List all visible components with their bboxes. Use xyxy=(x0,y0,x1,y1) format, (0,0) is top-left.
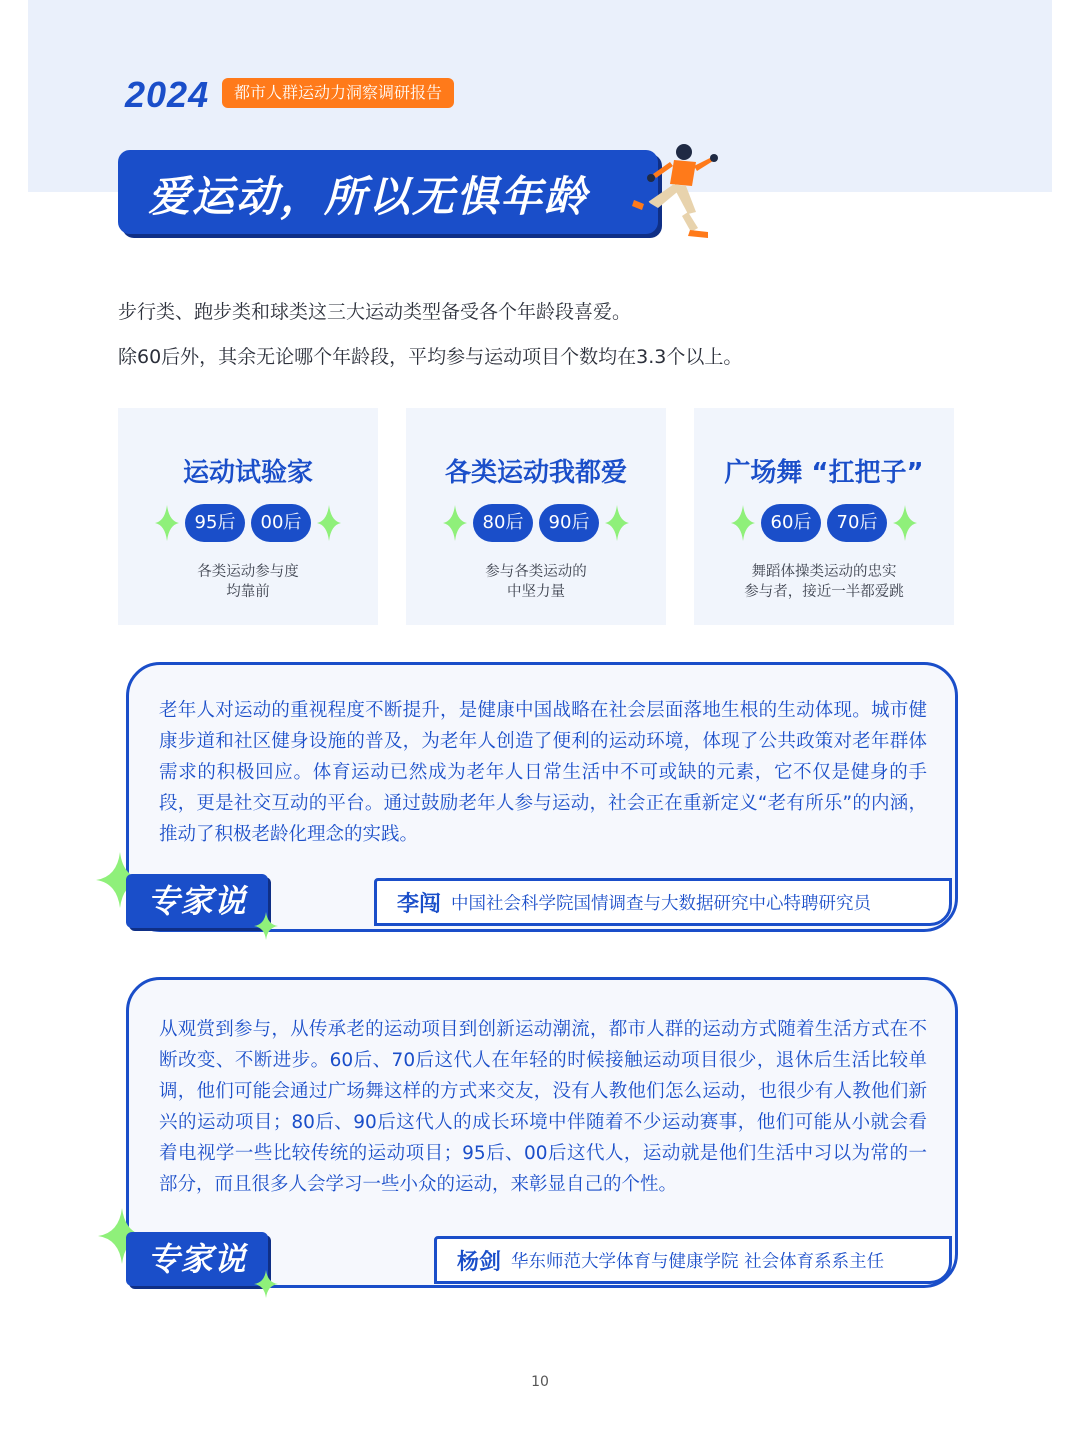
age-card-2 xyxy=(406,408,666,625)
description-line: 参与各类运动的 xyxy=(485,564,587,580)
expert-name: 杨剑 xyxy=(457,1249,502,1275)
intro-line-2: 除60后外，其余无论哪个年龄段，平均参与运动项目个数均在3.3个以上。 xyxy=(118,346,743,368)
sparkle-icon xyxy=(893,505,917,541)
description-line: 均靠前 xyxy=(226,584,270,600)
expert-byline-1 xyxy=(374,878,952,926)
expert-byline-2 xyxy=(434,1236,952,1284)
expert-says-badge: 专家说 xyxy=(126,1232,268,1286)
sparkle-icon xyxy=(443,505,467,541)
expert-quote-text: 老年人对运动的重视程度不断提升，是健康中国战略在社会层面落地生根的生动体现。城市健康步道和社区健身设施的普及，为老年人创造了便利的运动环境，体现了公共政策对老年群体需求的积极回应。体育运动已然成为老年人日常生活中不可或缺的元素，它不仅是健身的手段，更是社交互动的平台。通过鼓励老年人参与运动，社会正在重新定义“老有所乐”的内涵，推动了积极老龄化理念的实践。 xyxy=(159,700,927,845)
expert-affiliation: 中国社会科学院国情调查与大数据研究中心特聘研究员 xyxy=(451,893,872,914)
age-tag-row xyxy=(118,503,378,543)
age-tag: 80后 xyxy=(473,504,533,542)
age-card-description xyxy=(118,562,378,602)
description-line: 舞蹈体操类运动的忠实 xyxy=(751,564,897,580)
expert-quote-text: 从观赏到参与，从传承老的运动项目到创新运动潮流，都市人群的运动方式随着生活方式在不断改变、不断进步。60后、70后这代人在年轻的时候接触运动项目很少，退休后生活比较单调，他们可能会通过广场舞这样的方式来交友，没有人教他们怎么运动，也很少有人教他们新兴的运动项目；80后、90后这代人的成长环境中伴随着不少运动赛事，他们可能从小就会看着电视学一些比较传统的运动项目；95后、00后这代人，运动就是他们生活中习以为常的一部分，而且很多人会学习一些小众的运动，来彰显自己的个性。 xyxy=(159,1019,927,1195)
description-line: 参与者，接近一半都爱跳 xyxy=(744,584,904,600)
title-banner xyxy=(118,150,658,234)
runner-illustration-icon xyxy=(618,136,728,246)
description-line: 中坚力量 xyxy=(507,584,565,600)
age-tag: 95后 xyxy=(185,504,245,542)
sparkle-icon xyxy=(731,505,755,541)
age-card-title: 广场舞 “扛把子” xyxy=(724,458,924,488)
age-card-title: 运动试验家 xyxy=(182,458,313,488)
expert-says-badge: 专家说 xyxy=(126,874,268,928)
age-card-description xyxy=(406,562,666,602)
sparkle-icon xyxy=(605,505,629,541)
age-tag-row xyxy=(406,503,666,543)
expert-name: 李闯 xyxy=(397,891,442,917)
intro-line-1: 步行类、跑步类和球类这三大运动类型备受各个年龄段喜爱。 xyxy=(118,301,632,323)
age-card-3 xyxy=(694,408,954,625)
age-tag: 70后 xyxy=(827,504,887,542)
report-year: 2024 xyxy=(125,74,210,115)
age-card-1 xyxy=(118,408,378,625)
age-card-description xyxy=(694,562,954,602)
report-tag: 都市人群运动力洞察调研报告 xyxy=(222,78,454,108)
age-tag: 00后 xyxy=(251,504,311,542)
age-tag-row xyxy=(694,503,954,543)
page-title: 爱运动，所以无惧年龄 xyxy=(148,172,589,221)
sparkle-icon xyxy=(254,1270,278,1298)
page-number: 10 xyxy=(531,1374,549,1390)
age-tag: 60后 xyxy=(761,504,821,542)
sparkle-icon xyxy=(155,505,179,541)
sparkle-icon xyxy=(254,912,278,940)
expert-affiliation: 华东师范大学体育与健康学院 社会体育系系主任 xyxy=(511,1251,885,1272)
age-card-title: 各类运动我都爱 xyxy=(444,458,627,488)
age-tag: 90后 xyxy=(539,504,599,542)
description-line: 各类运动参与度 xyxy=(197,564,299,580)
sparkle-icon xyxy=(317,505,341,541)
